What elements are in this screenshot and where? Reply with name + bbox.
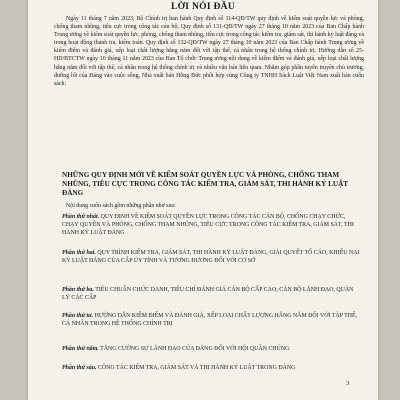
part-label: Phần thứ ba. xyxy=(62,287,94,293)
part-text: QUY TRÌNH KIỂM TRA, GIÁM SÁT, THI HÀNH KỶ LUẬT ĐẢNG, GIẢI QUYẾT TỐ CÁO, KHIẾU NẠI KỶ LUẬT ĐẢNG CỦA CẤP ỦY TỈNH VÀ TƯƠNG ĐƯƠNG ĐỐI VỚI CƠ SỞ xyxy=(62,250,360,265)
part-item xyxy=(62,345,362,353)
part-text: TĂNG CƯỜNG SỰ LÃNH ĐẠO CỦA ĐẢNG ĐỐI VỚI HỘI QUẦN CHÚNG xyxy=(100,346,290,352)
page-number: 3 xyxy=(346,380,350,387)
part-text: QUY ĐỊNH VỀ KIỂM SOÁT QUYỀN LỰC TRONG CÔNG TÁC CÁN BỘ, CHỐNG CHẠY CHỨC, CHẠY QUYỀN VÀ PHÒNG, CHỐNG THAM NHŨNG, TIÊU CỰC TRONG CÔNG TÁC KIỂM TRA, GIÁM SÁT, THI HÀNH KỶ LUẬT ĐẢNG xyxy=(62,214,354,237)
book-title: NHỮNG QUY ĐỊNH MỚI VỀ KIỂM SOÁT QUYỀN LỰC VÀ PHÒNG, CHỐNG THAM NHŨNG, TIÊU CỰC TRONG CÔNG TÁC KIỂM TRA, GIÁM SÁT, THI HÀNH KỶ LUẬT ĐẢNG xyxy=(62,171,348,197)
part-label: Phần thứ năm. xyxy=(62,346,99,352)
book-page xyxy=(28,0,378,400)
page-title: LỜI NÓI ĐẦU xyxy=(170,2,235,12)
intro-paragraph: Ngày 11 tháng 7 năm 2023, Bộ Chính trị ban hành Quy định số 114-QĐ/TW quy định về kiểm soát quyền lực và phòng, chống tham nhũng, tiêu cực trong công tác cán bộ. Quy định số 131-QĐ/TW ngày 27 tháng 10 năm 2023 của Ban Chấp hành Trung ương về kiểm soát quyền lực, phòng, chống tham nhũng, tiêu cực trong công tác kiểm tra, giám sát, thi hành kỷ luật đảng và trong hoạt động thanh tra, kiểm toán. Quy định số 132-QĐ/TW ngày 27 tháng 10 năm 2023 của Ban Chấp hành Trung ương về kiểm điểm và đánh giá, xếp loại chất lượng hằng năm đối với tập thể, cá nhân trong hệ thống chính trị. Hướng dẫn số 25-HD/BTCTW ngày 10 tháng 11 năm 2023 của Ban Tổ chức Trung ương nội dung về kiểm điểm và đánh giá, xếp loại chất lượng hằng năm đối với tập thể, cá nhân trong hệ thống chính trị và nhiều văn bản liên quan. Nhằm góp phần tuyên truyền chủ trương, đường lối của Đảng vào cuộc sống, Nhà xuất bản Hồng Đức phối hợp cùng Công ty TNHH Sách Luật Việt Nam xuất bản cuốn sách: xyxy=(54,16,364,87)
part-label: Phần thứ hai. xyxy=(62,250,96,256)
part-text: HƯỚNG DẪN KIỂM ĐIỂM VÀ ĐÁNH GIÁ, XẾP LOẠI CHẤT LƯỢNG HẰNG NĂM ĐỐI VỚI TẬP THỂ, CÁ NHÂN TRONG HỆ THỐNG CHÍNH TRỊ xyxy=(62,313,358,328)
part-item xyxy=(62,286,362,302)
part-label: Phần thứ sáu. xyxy=(62,365,97,371)
part-text: TIÊU CHUẨN CHỨC DANH, TIÊU CHÍ ĐÁNH GIÁ CÁN BỘ CẤP CAO; CÁN BỘ LÃNH ĐẠO, QUẢN LÝ CÁC CẤP xyxy=(62,287,354,302)
part-item xyxy=(62,312,362,328)
content-intro: Nội dung cuốn sách gồm những phần như sau: xyxy=(66,203,176,209)
part-item xyxy=(62,249,362,265)
part-text: CÔNG TÁC KIỂM TRA, GIÁM SÁT VÀ THI HÀNH KỶ LUẬT TRONG ĐẢNG xyxy=(97,365,296,371)
part-item xyxy=(62,364,362,372)
part-label: Phần thứ tư. xyxy=(62,313,94,319)
part-item xyxy=(62,213,362,237)
part-label: Phần thứ nhất. xyxy=(62,214,100,220)
